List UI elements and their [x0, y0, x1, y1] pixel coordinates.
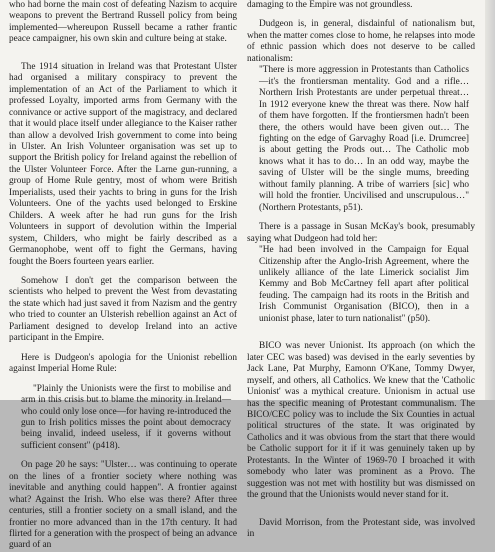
- left-paragraph-1: who had borne the main cost of defeating Nazism to acquire weapons to prevent the Bertrand Russell policy from being implemented—whereupon Russell became a rather frantic peace campaigner, his own skin and culture being at stake.: [9, 0, 237, 45]
- right-quote-2: "He had been involved in the Campaign for Equal Citizenship after the Anglo-Irish Agreement, where the unlikely alliance of the late Limerick socialist Jim Kemmy and Bob McCartney fell apart after political feuding. The campaign had its roots in the British and Irish Communist Organisation (BICO), then in a unionist phase, later to turn nationalist" (p50).: [259, 245, 469, 324]
- left-quote-1: "Plainly the Unionists were the first to mobilise and arm in this crisis but to blame the minority in Ireland—who could only lose once—for having re-introduced the gun to Irish politics misses the point about democracy being invalid, indeed useless, if it governs without sufficient consent" (p418).: [21, 383, 231, 451]
- left-paragraph-4: Here is Dudgeon's apologia for the Unionist rebellion against Imperial Home Rule:: [9, 352, 237, 375]
- left-column: [9, 0, 237, 552]
- right-quote-1: "There is more aggression in Protestants than Catholics—it's the frontiersman mentality. God and a rifle… Northern Irish Protestants are under perpetual threat… In 1912 everyone knew the threat was there. Now half of them have forgotten. If the frontiersmen hadn't been there, the others would have been given out… The fighting on the edge of Garvaghy Road [i.e. Drumcree] is about getting the Prods out… The Catholic mob knows what it has to do… In an odd way, maybe the saving of Ulster will be the single mums, breeding without family planning. A tribe of warriers [sic] who will hold the frontier. Uncivilised and unscrupulous…" (Northern Protestants, p51).: [259, 65, 469, 213]
- left-paragraph-2: The 1914 situation in Ireland was that Protestant Ulster had organised a military conspiracy to prevent the implementation of an Act of the Parliament to which it professed Loyalty, imported arms from Germany with the connivance or active support of the magistracy, and declared that it would place itself under allegiance to the Kaiser rather than allow a devolved Irish government to come into being in Ulster. An Irish Volunteer organisation was set up to support the British policy for Ireland against the rebellion of the Ulster Volunteer Force. After the Larne gun-running, a group of Home Rule gentry, most of whom were British Imperialists, used their yachts to bring in guns for the Irish Volunteers. One of the yachts used belonged to Erskine Childers. A week after he had run guns for the Irish Volunteers in support of devolution within the Imperial system, Childers, who might be fairly described as a Germanophobe, went off to fight the Germans, having fought the Boers fourteen years earlier.: [9, 61, 237, 267]
- left-paragraph-3: Somehow I don't get the comparison between the scientists who helped to prevent the West from devastating the state which had just saved it from Nazism and the gentry who tried to counter an Ulsterish rebellion against an Act of Parliament designed to develop Ireland into an active participant in the Empire.: [9, 275, 237, 344]
- right-paragraph-5: David Morrison, from the Protestant side, was involved in: [247, 517, 475, 540]
- right-paragraph-3: There is a passage in Susan McKay's book, presumably saying what Dudgeon had told her:: [247, 222, 475, 244]
- right-column: [247, 0, 475, 540]
- right-paragraph-1: damaging to the Empire was not groundless.: [247, 0, 413, 10]
- left-paragraph-5: On page 20 he says: "Ulster… was continuing to operate on the lines of a frontier society where nothing was inevitable and anything could happen". A frontier against what? Against the Irish. Who else was there? After three centuries, still a frontier society on a small island, and the frontier no more advanced than in the 17th century. It had flirted for a generation with the prospect of being an advance guard of an: [9, 460, 237, 551]
- right-paragraph-2: Dudgeon is, in general, disdainful of nationalism but, when the matter comes close to home, he relapses into mode of ethnic passion which does not deserve to be called nationalism:: [247, 19, 475, 64]
- right-paragraph-4: BICO was never Unionist. Its approach (on which the later CEC was based) was devised in the early seventies by Jack Lane, Pat Murphy, Eamonn O'Kane, Tommy Dwyer, myself, and others, all Catholics. We knew that the 'Catholic Unionist' was a mythical creature. Unionism in actual use has the specific meaning of Protestant communalism. The BICO/CEC policy was to include the Six Counties in actual political structures of the state. It was originated by Catholics and it was obvious from the start that there would be Catholic support for it if it was genuinely taken up by Protestants. In the Winter of 1969-70 I broached it with somebody who later was prominent as a Provo. The suggestion was not met with hostility but was dismissed on the ground that the Unionists would never stand for it.: [247, 341, 475, 501]
